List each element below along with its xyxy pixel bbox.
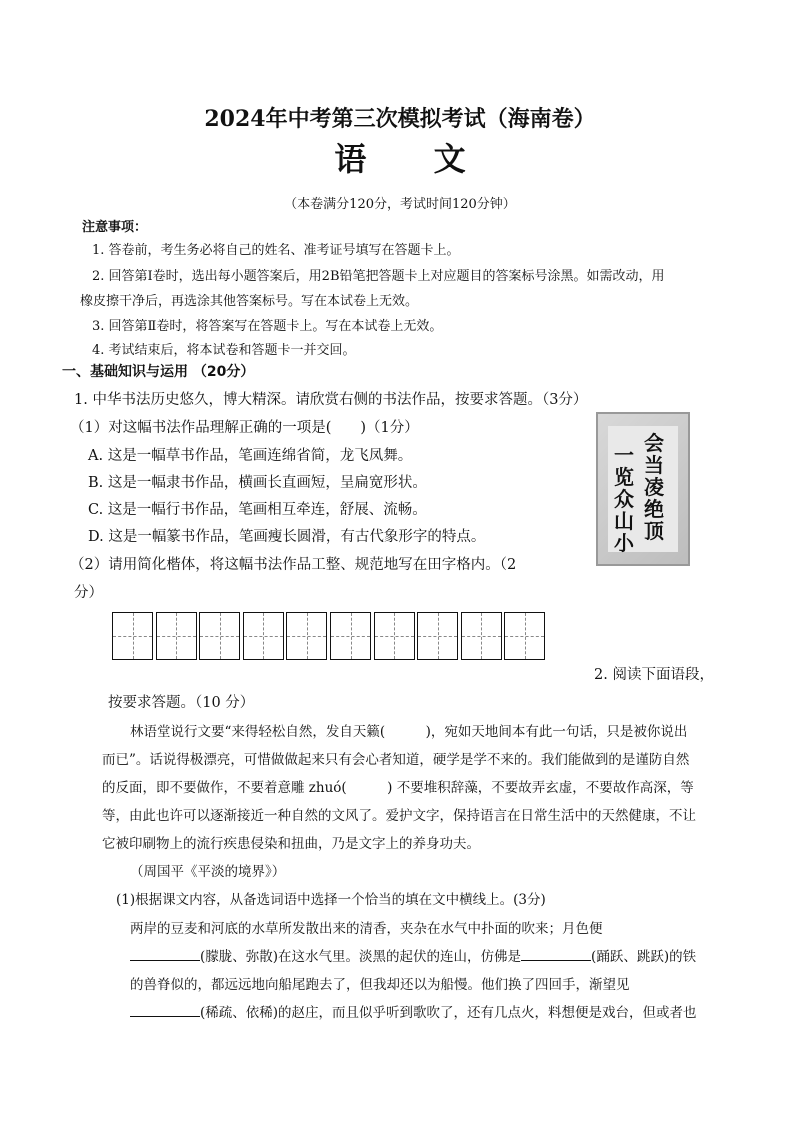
section-heading: 一、基础知识与运用 （20分） — [62, 364, 255, 380]
passage-line: 它被印刷物上的流行疾患侵染和扭曲，乃是文字上的养身功夫。 — [102, 836, 480, 852]
calligraphy-col-right: 会当凌绝顶 — [644, 431, 664, 543]
grid-cell[interactable] — [504, 612, 545, 660]
grid-cell[interactable] — [330, 612, 371, 660]
fill-line: 的兽脊似的，都远远地向船尾跑去了，但我却还以为船慢。他们换了四回手，渐望见 — [130, 977, 630, 993]
fill-line: 两岸的豆麦和河底的水草所发散出来的清香，夹杂在水气中扑面的吹来；月色便 — [130, 921, 603, 937]
grid-cell[interactable] — [374, 612, 415, 660]
passage-line: 的反面，即不要做作，不要着意雕 zhuó( ) 不要堆积辞藻，不要故弄玄虚，不要故作高深，等 — [102, 780, 694, 796]
tianzige-grid[interactable] — [112, 612, 548, 660]
grid-cell[interactable] — [461, 612, 502, 660]
q1-sub2-cont: 分） — [74, 585, 103, 601]
note-item: 2. 回答第Ⅰ卷时，选出每小题答案后，用2B铅笔把答题卡上对应题目的答案标号涂黑。如需改动，用 — [92, 269, 665, 284]
grid-cell[interactable] — [417, 612, 458, 660]
option-d: D. 这是一幅篆书作品，笔画瘦长圆滑，有古代象形字的特点。 — [88, 529, 486, 545]
fill-blank[interactable] — [130, 1004, 200, 1017]
q1-sub2: （2）请用简化楷体，将这幅书法作品工整、规范地写在田字格内。（2 — [70, 557, 517, 573]
passage-line: 林语堂说行文要“来得轻松自然，发自天籁( )，宛如天地间本有此一句话，只是被你说出 — [130, 724, 688, 740]
grid-cell[interactable] — [243, 612, 284, 660]
option-a: A. 这是一幅草书作品，笔画连绵省简，龙飞凤舞。 — [88, 448, 413, 464]
q1-sub1: （1）对这幅书法作品理解正确的一项是( )（1分） — [70, 420, 419, 436]
q2-stem-cont: 按要求答题。（10 分） — [108, 695, 255, 711]
grid-cell[interactable] — [199, 612, 240, 660]
note-item: 橡皮擦干净后，再选涂其他答案标号。写在本试卷上无效。 — [80, 294, 419, 309]
fill-line: (稀疏、依稀)的赵庄，而且似乎听到歌吹了，还有几点火，料想便是戏台，但或者也 — [130, 1001, 697, 1021]
fill-blank[interactable] — [521, 948, 591, 961]
q1-stem: 1. 中华书法历史悠久，博大精深。请欣赏右侧的书法作品，按要求答题。（3分） — [74, 392, 588, 408]
q2-sub1: (1)根据课文内容，从备选词语中选择一个恰当的填在文中横线上。(3分) — [116, 892, 546, 908]
note-item: 4. 考试结束后，将本试卷和答题卡一并交回。 — [92, 343, 356, 358]
notes-heading: 注意事项： — [82, 220, 148, 235]
fill-line: (朦胧、弥散)在这水气里。淡黑的起伏的连山，仿佛是 (踊跃、跳跃)的铁 — [130, 945, 696, 965]
grid-cell[interactable] — [156, 612, 197, 660]
option-b: B. 这是一幅隶书作品，横画长直画短，呈扁宽形状。 — [88, 475, 427, 491]
calligraphy-col-left: 一览众山小 — [614, 443, 634, 555]
fill-blank[interactable] — [130, 948, 200, 961]
grid-cell[interactable] — [112, 612, 153, 660]
score-info: （本卷满分120分，考试时间120分钟） — [284, 197, 516, 212]
option-c: C. 这是一幅行书作品，笔画相互牵连，舒展、流畅。 — [88, 502, 427, 518]
note-item: 1. 答卷前，考生务必将自己的姓名、准考证号填写在答题卡上。 — [92, 243, 460, 258]
calligraphy-image — [596, 412, 690, 566]
passage-line: 等，由此也许可以逐渐接近一种自然的文风了。爱护文字，保持语言在日常生活中的天然健康，不让 — [102, 808, 696, 824]
passage-line: 而已”。话说得极漂亮，可惜做做起来只有会心者知道，硬学是学不来的。我们能做到的是谨防自然 — [102, 752, 690, 768]
note-item: 3. 回答第Ⅱ卷时，将答案写在答题卡上。写在本试卷上无效。 — [92, 319, 443, 334]
grid-cell[interactable] — [286, 612, 327, 660]
subject-title: 语 文 — [334, 140, 494, 178]
exam-title: 2024年中考第三次模拟考试（海南卷） — [204, 106, 596, 132]
q2-stem: 2. 阅读下面语段， — [594, 667, 714, 683]
passage-source: （周国平《平淡的境界》） — [130, 864, 286, 880]
